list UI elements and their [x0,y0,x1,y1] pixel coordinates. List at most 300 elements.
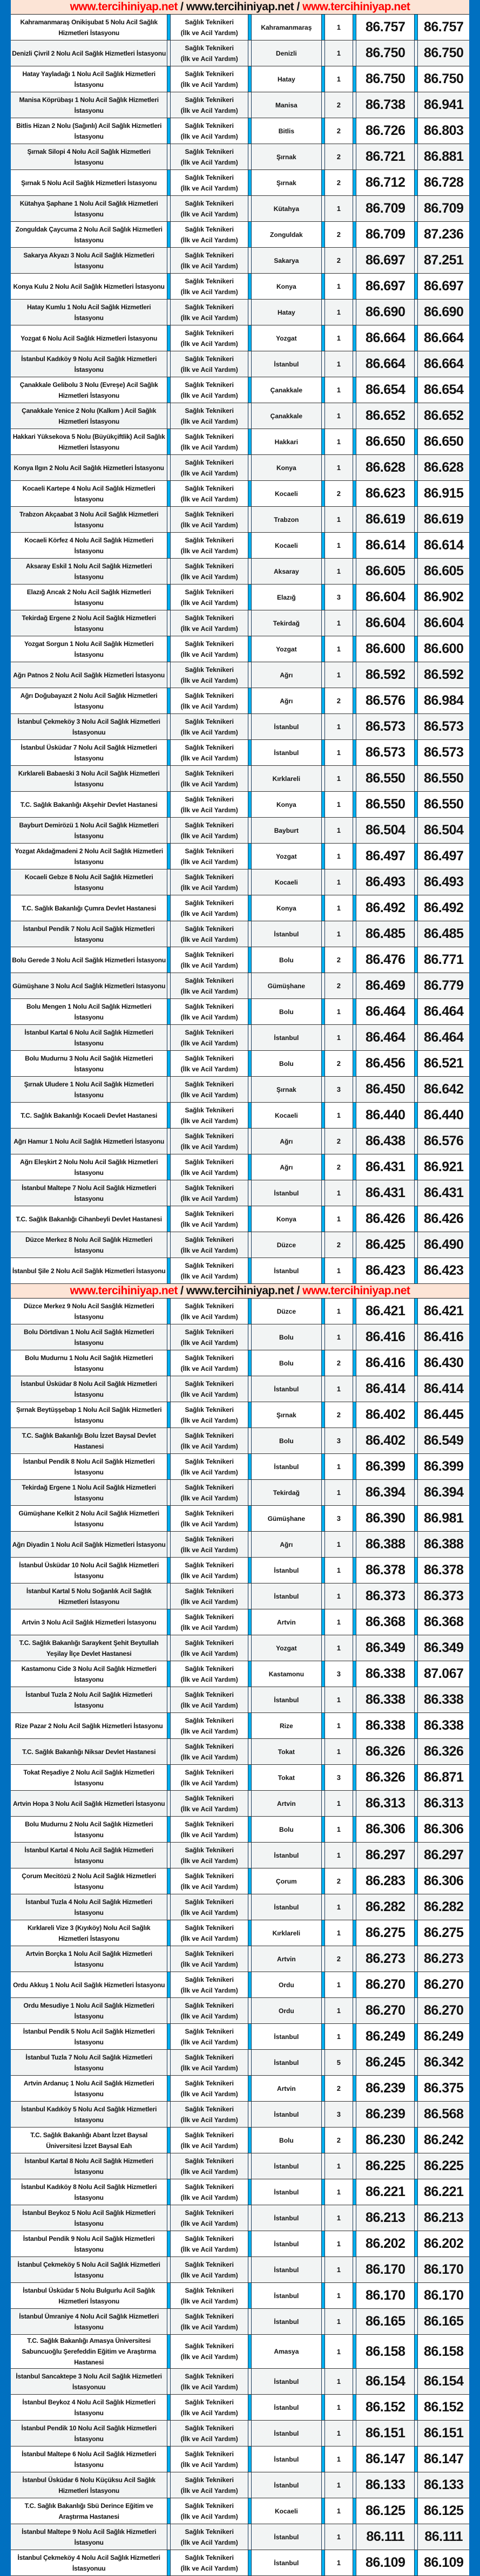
max-score: 86.147 [418,2446,469,2472]
banner-link[interactable]: www.tercihiniyap.net [186,1,294,13]
institution-name: İstanbul Pendik 8 Nolu Acil Sağlık Hizmetleri İstasyonu [11,1454,167,1480]
program-name [171,2498,248,2524]
min-score: 86.338 [356,1713,415,1739]
institution-name: Yozgat Akdağmadeni 2 Nolu Acil Sağlık Hizmetleri İstasyonu [11,844,167,869]
max-score: 86.485 [418,921,469,947]
program-title: Sağlık Teknikeri [185,355,234,363]
city: Bolu [252,1428,322,1454]
program-name [171,1868,248,1894]
table-row [11,92,469,118]
program-name [171,2205,248,2231]
program-name [171,1299,248,1324]
program-title: Sağlık Teknikeri [185,147,234,155]
program-title: Sağlık Teknikeri [185,1872,234,1880]
min-score: 86.221 [356,2179,415,2205]
program-subtitle: (İlk ve Acil Yardım) [180,1272,238,1280]
city: Şırnak [252,1402,322,1428]
min-score: 86.464 [356,1025,415,1051]
institution-name: Ağrı Diyadin 1 Nolu Acil Sağlık Hizmetleri İstasyonu [11,1532,167,1558]
city: Artvin [252,1609,322,1635]
program-subtitle: (İlk ve Acil Yardım) [180,1882,238,1891]
table-row [11,636,469,662]
institution-name: Kahramanmaraş Onikişubat 5 Nolu Acil Sağlık Hizmetleri İstasyonu [11,15,167,40]
quota: 2 [324,1051,353,1077]
program-name [171,170,248,196]
min-score: 86.750 [356,66,415,92]
table-row [11,559,469,584]
table-row [11,2205,469,2231]
program-name [171,1051,248,1077]
min-score: 86.416 [356,1350,415,1376]
min-score: 86.282 [356,1894,415,1920]
program-name [171,1506,248,1532]
max-score: 87.067 [418,1661,469,1687]
city: Kütahya [252,196,322,222]
min-score: 86.757 [356,15,415,40]
program-subtitle: (İlk ve Acil Yardım) [180,2538,238,2546]
min-score: 86.245 [356,2050,415,2076]
max-score: 86.221 [418,2179,469,2205]
program-name [171,1635,248,1661]
program-name [171,248,248,274]
program-subtitle: (İlk ve Acil Yardım) [180,236,238,244]
city: Sakarya [252,248,322,274]
city: Ordu [252,1972,322,1998]
city: Bolu [252,947,322,973]
institution-name: Şırnak Silopi 4 Nolu Acil Sağlık Hizmetleri İstasyonu [11,144,167,170]
city: İstanbul [252,1454,322,1480]
quota: 2 [324,170,353,196]
program-subtitle: (İlk ve Acil Yardım) [180,858,238,866]
program-name [171,533,248,559]
city: İstanbul [252,2283,322,2309]
program-name [171,1687,248,1713]
program-subtitle: (İlk ve Acil Yardım) [180,106,238,114]
program-subtitle: (İlk ve Acil Yardım) [180,1494,238,1502]
institution-name: Elazığ Arıcak 2 Nolu Acil Sağlık Hizmetleri İstasyonu [11,584,167,610]
program-title: Sağlık Teknikeri [185,2286,234,2294]
institution-name: Sakarya Akyazı 3 Nolu Acil Sağlık Hizmetleri İstasyonu [11,248,167,274]
min-score: 86.504 [356,818,415,844]
institution-name: Konya Kulu 2 Nolu Acil Sağlık Hizmetleri İstasyonu [11,274,167,300]
quota: 1 [324,662,353,688]
program-title: Sağlık Teknikeri [185,588,234,596]
program-title: Sağlık Teknikeri [185,2312,234,2320]
program-title: Sağlık Teknikeri [185,2476,234,2484]
program-title: Sağlık Teknikeri [185,44,234,52]
program-subtitle: (İlk ve Acil Yardım) [180,1546,238,1554]
min-score: 86.623 [356,481,415,507]
program-title: Sağlık Teknikeri [185,847,234,855]
city: İstanbul [252,1583,322,1609]
program-title: Sağlık Teknikeri [185,1002,234,1010]
institution-name: İstanbul Kartal 4 Nolu Acil Sağlık Hizmetleri İstasyonu [11,1843,167,1868]
institution-name: Bolu Mengen 1 Nolu Acil Sağlık Hizmetleri İstasyonu [11,999,167,1025]
max-score: 86.697 [418,274,469,300]
institution-name: Kırklareli Vize 3 (Kıyıköy) Nolu Acil Sağlık Hizmetleri İstasyonu [11,1920,167,1946]
min-score: 86.697 [356,248,415,274]
institution-name: Bolu Dörtdivan 1 Nolu Acil Sağlık Hizmetleri İstasyonu [11,1324,167,1350]
program-title: Sağlık Teknikeri [185,1405,234,1413]
institution-name: Hatay Yayladağı 1 Nolu Acil Sağlık Hizmetleri İstasyonu [11,66,167,92]
program-name [171,1583,248,1609]
city: Hakkari [252,429,322,455]
table-row [11,1350,469,1376]
institution-name: Yozgat Sorgun 1 Nolu Acil Sağlık Hizmetleri İstasyonu [11,636,167,662]
table-row [11,248,469,274]
max-score: 86.664 [418,351,469,377]
program-subtitle: (İlk ve Acil Yardım) [180,1416,238,1424]
program-title: Sağlık Teknikeri [185,925,234,933]
program-name [171,2179,248,2205]
program-name [171,1103,248,1129]
max-score: 86.573 [418,740,469,766]
table-row [11,533,469,559]
program-name [171,1454,248,1480]
program-name [171,1998,248,2024]
program-title: Sağlık Teknikeri [185,225,234,233]
program-name [171,740,248,766]
quota: 1 [324,274,353,300]
table-row [11,714,469,740]
quota: 1 [324,507,353,533]
program-title: Sağlık Teknikeri [185,1261,234,1269]
institution-name: Bolu Mudurnu 1 Nolu Acil Sağlık Hizmetleri İstasyonu [11,1350,167,1376]
min-score: 86.152 [356,2395,415,2421]
city: İstanbul [252,351,322,377]
table-row [11,1402,469,1428]
program-title: Sağlık Teknikeri [185,510,234,518]
quota: 1 [324,2309,353,2335]
program-subtitle: (İlk ve Acil Yardım) [180,2245,238,2253]
institution-name: Ağrı Patnos 2 Nolu Acil Sağlık Hizmetleri İstasyonu [11,662,167,688]
program-title: Sağlık Teknikeri [185,2053,234,2061]
program-subtitle: (İlk ve Acil Yardım) [180,495,238,503]
program-name [171,2369,248,2395]
program-name [171,1920,248,1946]
table-row [11,999,469,1025]
program-title: Sağlık Teknikeri [185,2234,234,2242]
city: Düzce [252,1232,322,1258]
table-row [11,2498,469,2524]
program-subtitle: (İlk ve Acil Yardım) [180,676,238,684]
max-score: 86.270 [418,1998,469,2024]
table-row [11,403,469,429]
city: Şırnak [252,1077,322,1103]
program-subtitle: (İlk ve Acil Yardım) [180,1598,238,1606]
program-subtitle: (İlk ve Acil Yardım) [180,624,238,633]
min-score: 86.170 [356,2257,415,2283]
quota: 2 [324,1129,353,1154]
table-row [11,455,469,481]
city: Çanakkale [252,377,322,403]
min-score: 86.431 [356,1154,415,1180]
min-score: 86.297 [356,1843,415,1868]
program-name [171,1232,248,1258]
city: Kahramanmaraş [252,15,322,40]
program-subtitle: (İlk ve Acil Yardım) [180,2461,238,2469]
max-score: 86.388 [418,1532,469,1558]
max-score: 86.249 [418,2024,469,2050]
program-subtitle: (İlk ve Acil Yardım) [180,2090,238,2098]
quota: 1 [324,1299,353,1324]
program-subtitle: (İlk ve Acil Yardım) [180,935,238,943]
table-row [11,2395,469,2421]
city: İstanbul [252,1180,322,1206]
institution-name: İstanbul Üsküdar 7 Nolu Acil Sağlık Hizmetleri İstasyonu [11,740,167,766]
program-title: Sağlık Teknikeri [185,380,234,389]
institution-name: İstanbul Ümraniye 4 Nolu Acil Sağlık Hizmetleri İstasyonu [11,2309,167,2335]
program-name [171,1972,248,1998]
max-score: 86.152 [418,2395,469,2421]
program-name [171,1154,248,1180]
program-name [171,2309,248,2335]
min-score: 86.273 [356,1946,415,1972]
max-score: 86.426 [418,1206,469,1232]
program-name [171,2128,248,2153]
max-score: 86.915 [418,481,469,507]
city: Tekirdağ [252,610,322,636]
institution-name: Ağrı Eleşkirt 2 Nolu Nolu Acil Sağlık Hizmetleri İstasyonu [11,1154,167,1180]
program-title: Sağlık Teknikeri [185,2105,234,2113]
city: İstanbul [252,2524,322,2550]
results-table [11,15,469,1284]
min-score: 86.399 [356,1454,415,1480]
institution-name: Manisa Köprübaşı 1 Nolu Acil Sağlık Hizmetleri İstasyonu [11,92,167,118]
banner-link[interactable]: www.tercihiniyap.net [302,1,410,13]
program-title: Sağlık Teknikeri [185,614,234,622]
table-row [11,921,469,947]
program-subtitle: (İlk ve Acil Yardım) [180,1091,238,1099]
banner-link[interactable]: www.tercihiniyap.net [70,1,178,13]
program-name [171,1324,248,1350]
banner-link[interactable]: www.tercihiniyap.net [302,1284,410,1297]
table-row [11,1894,469,1920]
min-score: 86.270 [356,1998,415,2024]
institution-name: Bolu Mudurnu 2 Nolu Acil Sağlık Hizmetleri İstasyonu [11,1817,167,1843]
table-row [11,2309,469,2335]
institution-name: Gümüşhane Kelkit 2 Nolu Acil Sağlık Hizmetleri İstasyonu [11,1506,167,1532]
program-title: Sağlık Teknikeri [185,2027,234,2035]
program-subtitle: (İlk ve Acil Yardım) [180,80,238,89]
program-title: Sağlık Teknikeri [185,277,234,285]
quota: 1 [324,2446,353,2472]
program-name [171,1609,248,1635]
quota: 1 [324,766,353,792]
min-score: 86.738 [356,92,415,118]
table-row [11,792,469,818]
institution-name: İstanbul Şile 2 Nolu Acil Sağlık Hizmetleri İstasyonu [11,1258,167,1284]
program-subtitle: (İlk ve Acil Yardım) [180,391,238,399]
institution-name: İstanbul Maltepe 7 Nolu Acil Sağlık Hizmetleri İstasyonu [11,1180,167,1206]
city: Ağrı [252,688,322,714]
quota: 1 [324,2421,353,2446]
program-title: Sağlık Teknikeri [185,1184,234,1192]
institution-name: Kocaeli Gebze 8 Nolu Acil Sağlık Hizmetleri İstasyonu [11,869,167,895]
program-subtitle: (İlk ve Acil Yardım) [180,961,238,969]
quota: 1 [324,1843,353,1868]
min-score: 86.440 [356,1103,415,1129]
max-score: 86.490 [418,1232,469,1258]
quota: 1 [324,1817,353,1843]
table-row [11,2128,469,2153]
quota: 1 [324,895,353,921]
institution-name: İstanbul Kadıköy 5 Nolu Acıl Sağlık Hizmetleri Istasyonu [11,2102,167,2128]
city: İstanbul [252,2446,322,2472]
program-name [171,1532,248,1558]
max-score: 86.342 [418,2050,469,2076]
program-title: Sağlık Teknikeri [185,821,234,829]
quota: 1 [324,818,353,844]
city: Kırklareli [252,1920,322,1946]
city: Trabzon [252,507,322,533]
min-score: 86.664 [356,325,415,351]
quota: 2 [324,144,353,170]
quota: 1 [324,2024,353,2050]
program-name [171,15,248,40]
max-score: 86.803 [418,118,469,144]
program-subtitle: (İlk ve Acil Yardım) [180,780,238,788]
institution-name: İstanbul Sancaktepe 3 Nolu Acil Sağlık Hizmetleri İstasyonuu [11,2369,167,2395]
program-title: Sağlık Teknikeri [185,1354,234,1362]
table-row [11,2179,469,2205]
banner-link[interactable]: www.tercihiniyap.net [70,1284,178,1297]
program-title: Sağlık Teknikeri [185,406,234,414]
quota: 1 [324,921,353,947]
program-subtitle: (İlk ve Acil Yardım) [180,702,238,710]
program-name [171,1765,248,1791]
program-subtitle: (İlk ve Acil Yardım) [180,1623,238,1632]
program-title: Sağlık Teknikeri [185,1690,234,1698]
max-score: 86.421 [418,1299,469,1324]
program-title: Sağlık Teknikeri [185,1742,234,1750]
quota: 1 [324,1791,353,1817]
max-score: 86.368 [418,1609,469,1635]
min-score: 86.147 [356,2446,415,2472]
quota: 1 [324,455,353,481]
program-subtitle: (İlk ve Acil Yardım) [180,1039,238,1047]
table-row [11,1480,469,1506]
program-name [171,2024,248,2050]
program-title: Sağlık Teknikeri [185,873,234,881]
table-row [11,1791,469,1817]
program-name [171,844,248,869]
program-subtitle: (İlk ve Acil Yardım) [180,2142,238,2150]
city: İstanbul [252,2050,322,2076]
program-name [171,1894,248,1920]
program-title: Sağlık Teknikeri [185,1431,234,1439]
program-subtitle: (İlk ve Acil Yardım) [180,2116,238,2124]
city: Bolu [252,1350,322,1376]
max-score: 86.313 [418,1791,469,1817]
program-title: Sağlık Teknikeri [185,18,234,26]
program-subtitle: (İlk ve Acil Yardım) [180,883,238,892]
program-subtitle: (İlk ve Acil Yardım) [180,599,238,607]
program-title: Sağlık Teknikeri [185,432,234,440]
institution-name: Bitlis Hizan 2 Nolu (Sağınlı) Acil Sağlık Hizmetleri İstasyonu [11,118,167,144]
program-name [171,921,248,947]
quota: 1 [324,2472,353,2498]
max-score: 86.111 [418,2524,469,2550]
quota: 2 [324,688,353,714]
max-score: 86.654 [418,377,469,403]
city: Kocaeli [252,533,322,559]
city: Bolu [252,1817,322,1843]
table-row [11,118,469,144]
min-score: 86.170 [356,2283,415,2309]
min-score: 86.368 [356,1609,415,1635]
institution-name: T.C. Sağlık Bakanlığı Çumra Devlet Hastanesi [11,895,167,921]
program-name [171,66,248,92]
institution-name: İstanbul Üsküdar 6 Nolu Küçüksu Acil Sağlık Hizmetleri İstasyonu [11,2472,167,2498]
program-subtitle: (İlk ve Acil Yardım) [180,521,238,529]
program-name [171,1129,248,1154]
max-score: 86.170 [418,2283,469,2309]
city: İstanbul [252,2205,322,2231]
city: Tokat [252,1739,322,1765]
program-subtitle: (İlk ve Acil Yardım) [180,288,238,296]
max-score: 86.504 [418,818,469,844]
min-score: 86.476 [356,947,415,973]
max-score: 86.416 [418,1324,469,1350]
max-score: 86.576 [418,1129,469,1154]
max-score: 86.414 [418,1376,469,1402]
max-score: 86.202 [418,2231,469,2257]
table-row [11,1609,469,1635]
min-score: 86.628 [356,455,415,481]
program-name [171,1025,248,1051]
max-score: 86.338 [418,1713,469,1739]
min-score: 86.497 [356,844,415,869]
program-title: Sağlık Teknikeri [185,2424,234,2432]
min-score: 86.239 [356,2076,415,2102]
table-row [11,481,469,507]
program-name [171,1402,248,1428]
program-name [171,2231,248,2257]
max-score: 86.757 [418,15,469,40]
banner-link[interactable]: www.tercihiniyap.net [186,1284,294,1297]
quota: 1 [324,559,353,584]
program-title: Sağlık Teknikeri [185,2527,234,2536]
city: İstanbul [252,2153,322,2179]
program-title: Sağlık Teknikeri [185,1328,234,1336]
quota: 2 [324,1402,353,1428]
program-name [171,1376,248,1402]
program-subtitle: (İlk ve Acil Yardım) [180,832,238,840]
quota: 1 [324,2550,353,2576]
quota: 1 [324,1558,353,1583]
quota: 1 [324,2257,353,2283]
program-name [171,1558,248,1583]
institution-name: Artvin Hopa 3 Nolu Acil Sağlık Hizmetleri İstasyonu [11,1791,167,1817]
max-score: 86.642 [418,1077,469,1103]
institution-name: Denizli Çivril 2 Nolu Acil Sağlık Hizmetleri İstasyonu [11,40,167,66]
program-title: Sağlık Teknikeri [185,795,234,803]
program-name [171,2153,248,2179]
min-score: 86.388 [356,1532,415,1558]
program-subtitle: (İlk ve Acil Yardım) [180,1908,238,1916]
min-score: 86.158 [356,2335,415,2369]
institution-name: İstanbul Pendik 9 Nolu Acil Sağlık Hizmetleri İstasyonu [11,2231,167,2257]
city: Yozgat [252,844,322,869]
quota: 1 [324,1480,353,1506]
table-row [11,1258,469,1284]
program-name [171,584,248,610]
table-row [11,1739,469,1765]
city: Tokat [252,1765,322,1791]
program-subtitle: (İlk ve Acil Yardım) [180,1364,238,1372]
max-score: 86.728 [418,170,469,196]
